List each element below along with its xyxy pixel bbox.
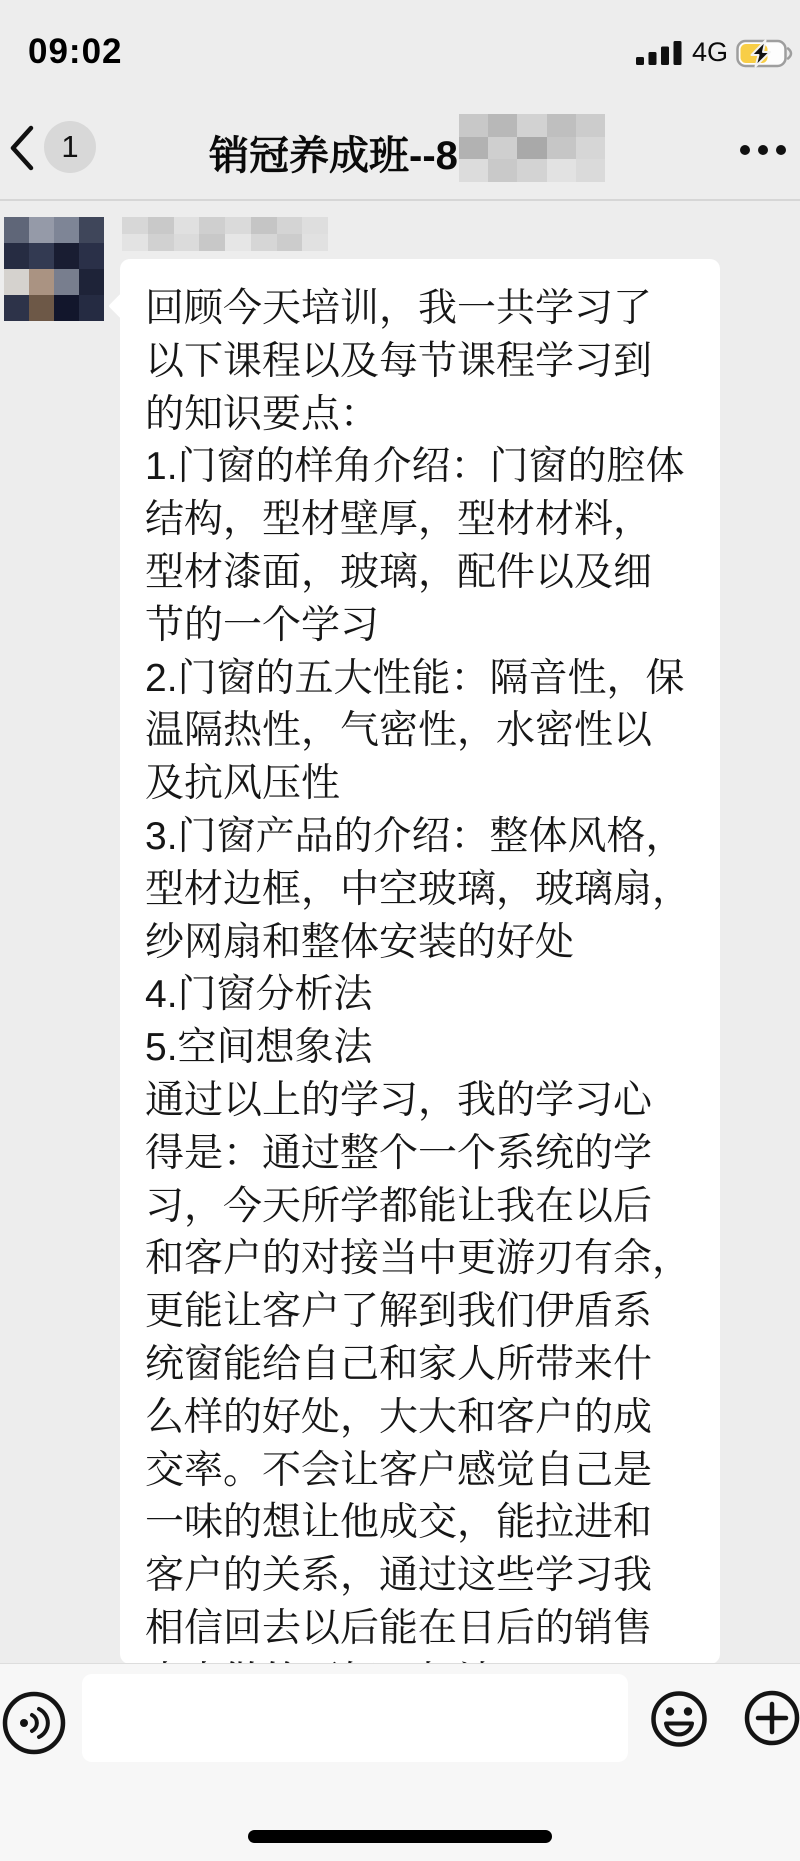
more-menu-button[interactable] (740, 145, 786, 155)
status-time: 09:02 (28, 32, 123, 71)
message-line: 客户的关系，通过这些学习我 (145, 1554, 653, 1598)
message-input[interactable] (82, 1674, 628, 1762)
chat-title: 销冠养成班--8 (209, 134, 458, 178)
sender-avatar[interactable] (4, 217, 104, 321)
sender-name-redacted-mosaic (122, 217, 328, 251)
message-line: 3.门窗产品的介绍：整体风格， (145, 814, 685, 858)
message-line: 交率。不会让客户感觉自己是 (145, 1448, 653, 1492)
message-line: 结构，型材壁厚，型材材料， (145, 498, 653, 542)
message-line: 通过以上的学习，我的学习心 (145, 1078, 653, 1122)
plus-icon[interactable] (744, 1690, 800, 1746)
message-line: 型材漆面，玻璃，配件以及细 (145, 550, 653, 594)
battery-charging-icon (736, 39, 796, 68)
message-line: 1.门窗的样角介绍：门窗的腔体 (145, 445, 685, 489)
message-line: 习，今天所学都能让我在以后 (145, 1184, 653, 1228)
voice-message-icon[interactable] (2, 1691, 66, 1755)
message-line: 节的一个学习 (145, 603, 380, 647)
navbar-divider (0, 199, 800, 201)
signal-strength-icon (636, 41, 684, 65)
message-text (120, 259, 720, 1709)
chat-title-redacted-mosaic (459, 114, 605, 182)
message-line: 温隔热性，气密性，水密性以 (145, 709, 653, 753)
home-indicator[interactable] (248, 1830, 552, 1843)
message-line: 相信回去以后能在日后的销售 (145, 1606, 653, 1650)
message-line: 得是：通过整个一个系统的学 (145, 1131, 653, 1175)
message-line: 么样的好处，大大和客户的成 (145, 1395, 653, 1439)
back-button[interactable] (9, 125, 35, 171)
message-line: 统窗能给自己和家人所带来什 (145, 1342, 653, 1386)
unread-count-badge[interactable]: 1 (44, 121, 96, 173)
message-bubble[interactable] (120, 259, 720, 1664)
message-line: 和客户的对接当中更游刃有余， (145, 1237, 692, 1281)
network-type-label: 4G (692, 37, 729, 67)
message-line: 一味的想让他成交，能拉进和 (145, 1501, 653, 1545)
message-line: 的知识要点： (145, 392, 380, 436)
message-line: 回顾今天培训，我一共学习了 (145, 287, 653, 330)
message-line: 型材边框，中空玻璃，玻璃扇， (145, 867, 692, 911)
message-line: 以下课程以及每节课程学习到 (145, 339, 653, 383)
message-line: 更能让客户了解到我们伊盾系 (145, 1290, 653, 1334)
message-line: 5.空间想象法 (145, 1026, 373, 1070)
emoji-icon[interactable] (650, 1690, 708, 1748)
message-line: 及抗风压性 (145, 762, 341, 806)
message-line: 纱网扇和整体安装的好处 (145, 920, 575, 964)
message-line: 4.门窗分析法 (145, 973, 373, 1017)
message-line: 2.门窗的五大性能：隔音性，保 (145, 656, 685, 700)
